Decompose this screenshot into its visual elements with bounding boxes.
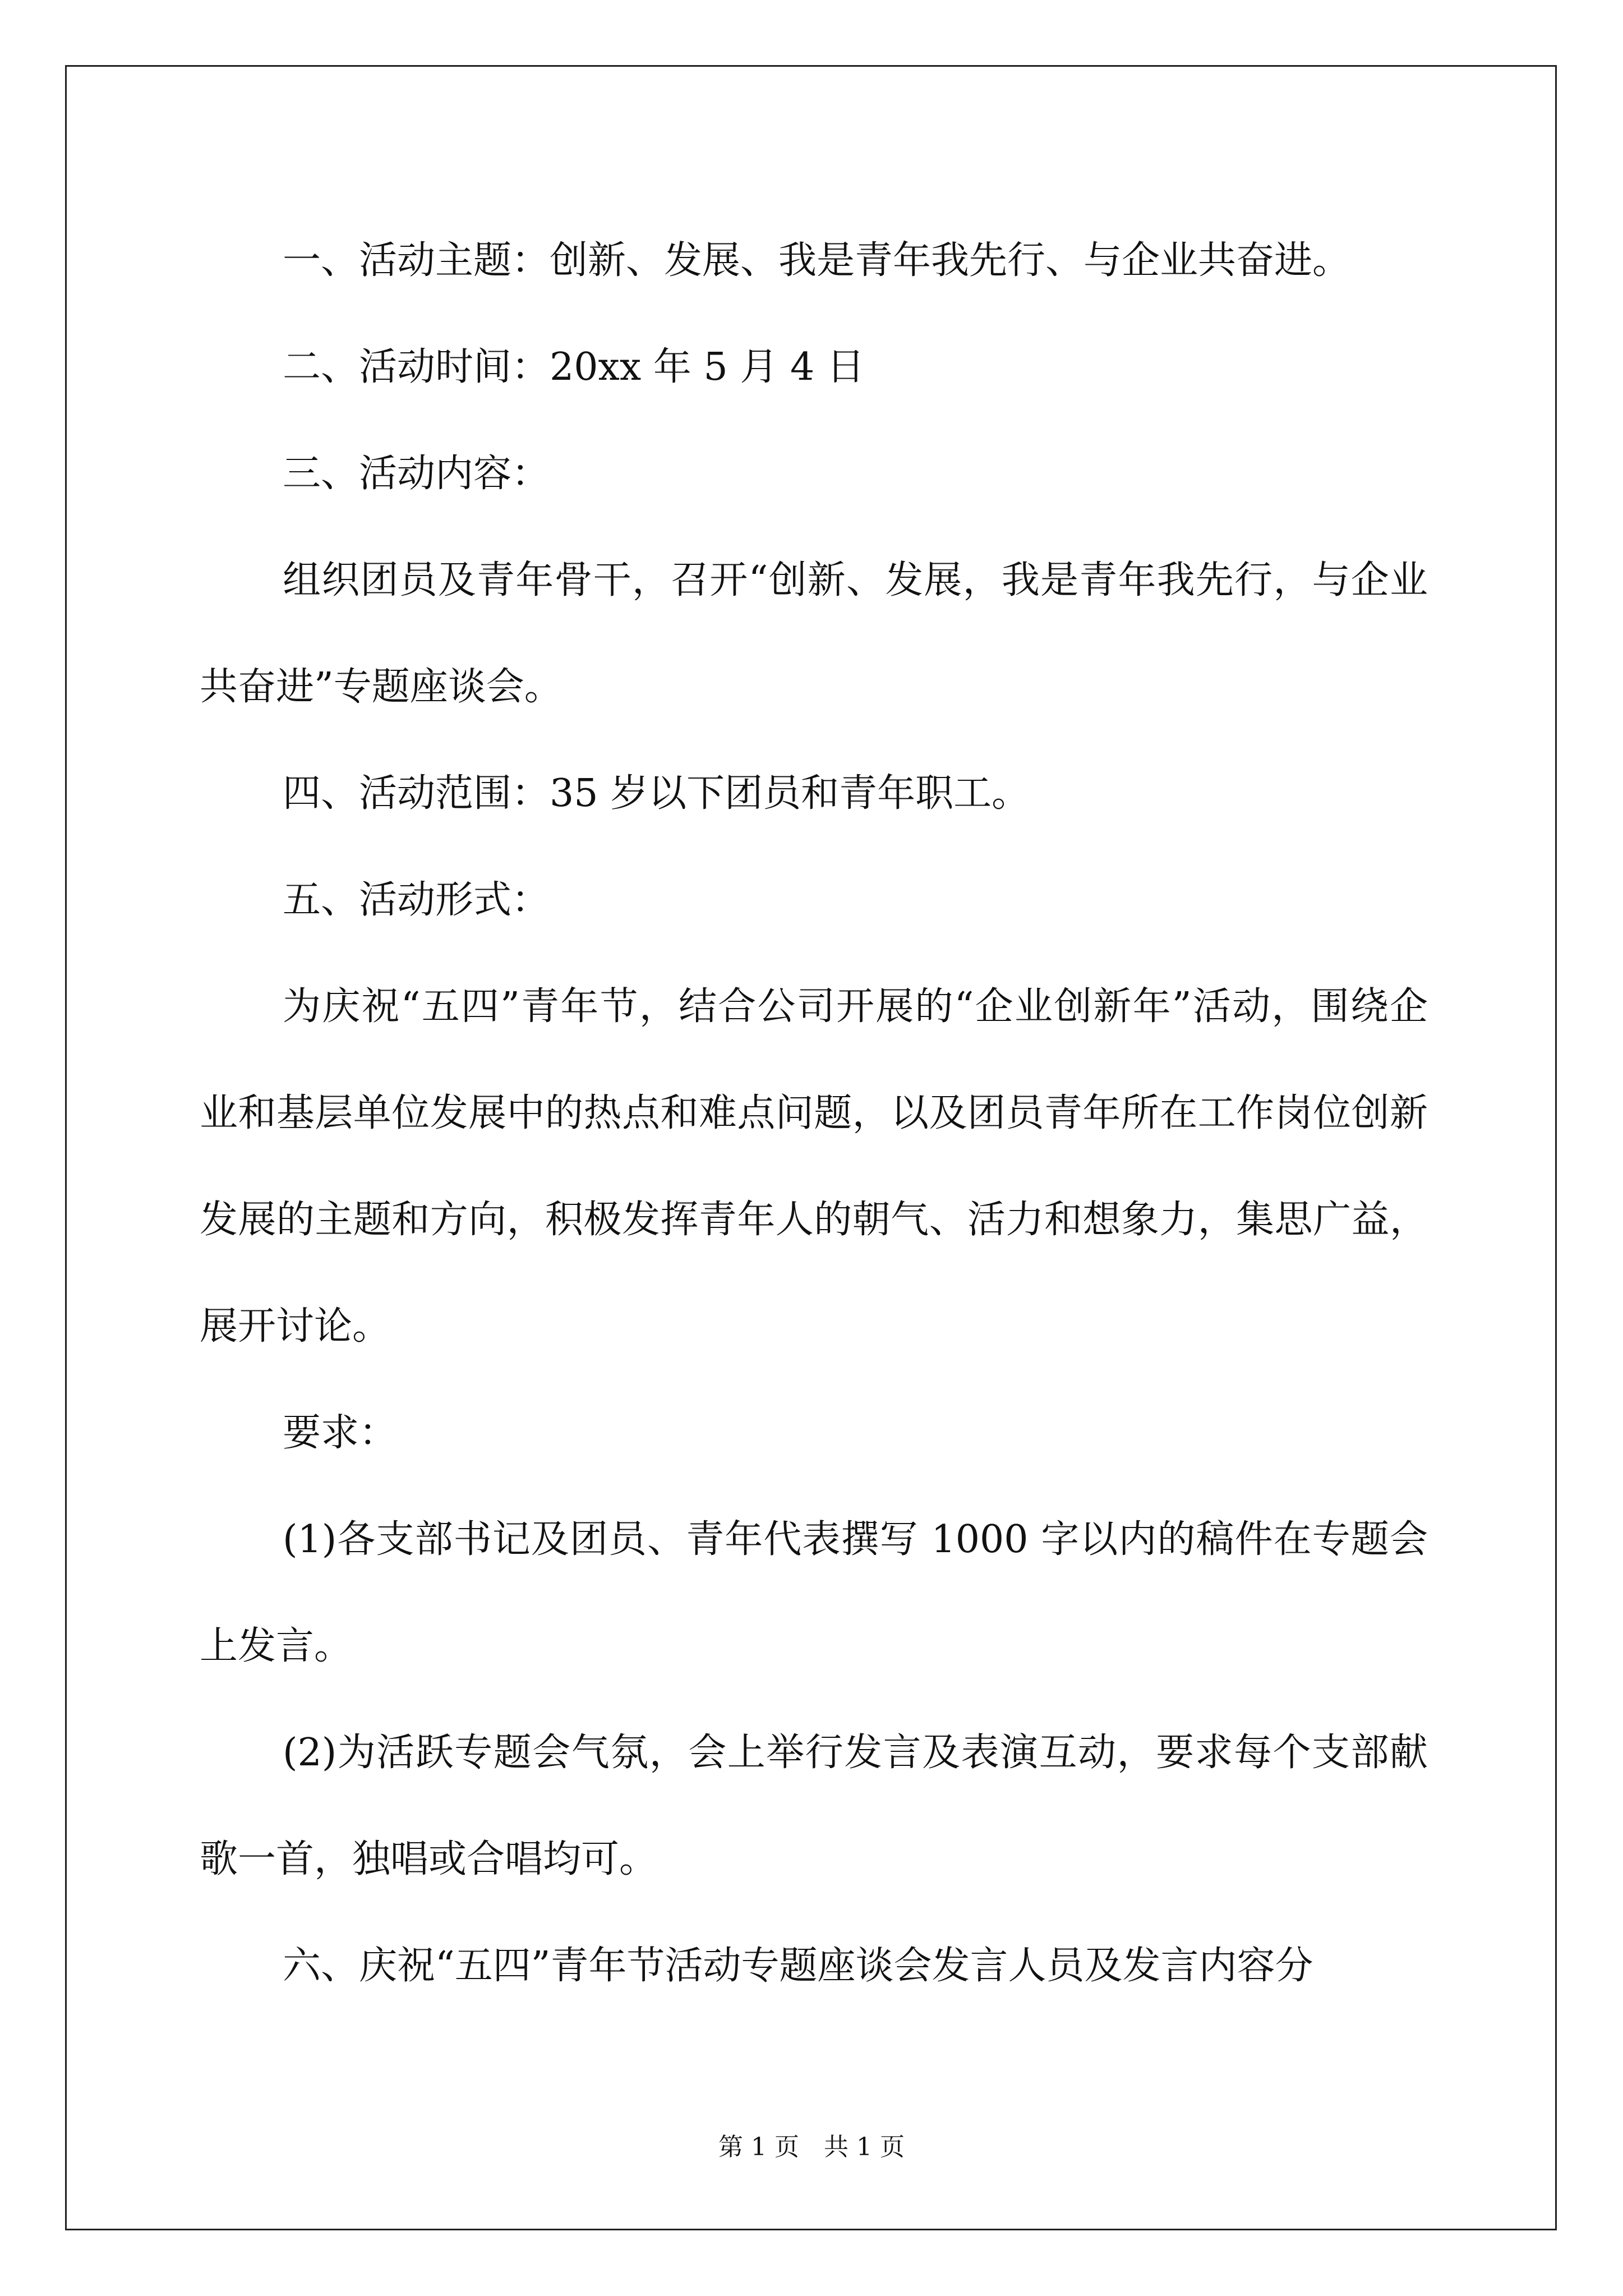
paragraph-form-heading: 五、活动形式：	[283, 878, 550, 922]
paragraph-requirements-heading: 要求：	[283, 1411, 398, 1455]
paragraph-content: 组织团员及青年骨干，召开“创新、发展，我是青年我先行，与企业共奋进”专题座谈会。	[200, 558, 1428, 709]
paragraph-theme: 一、活动主题：创新、发展、我是青年我先行、与企业共奋进。	[283, 238, 1351, 283]
paragraph-time: 二、活动时间：20xx 年 5 月 4 日	[283, 345, 865, 389]
paragraph-requirement-2: (2)为活跃专题会气氛，会上举行发言及表演互动，要求每个支部献歌一首，独唱或合唱均可。	[200, 1731, 1428, 1881]
paragraph-requirement-1: (1)各支部书记及团员、青年代表撰写 1000 字以内的稿件在专题会上发言。	[200, 1517, 1428, 1668]
paragraph-scope: 四、活动范围：35 岁以下团员和青年职工。	[283, 771, 1030, 816]
paragraph-speakers: 六、庆祝“五四”青年节活动专题座谈会发言人员及发言内容分	[283, 1944, 1313, 1988]
document-body	[200, 208, 1428, 2019]
paragraph-form: 为庆祝“五四”青年节，结合公司开展的“企业创新年”活动，围绕企业和基层单位发展中的热点和难点问题，以及团员青年所在工作岗位创新发展的主题和方向，积极发挥青年人的朝气、活力和想象力，集思广益，展开讨论。	[200, 984, 1428, 1349]
paragraph-content-heading: 三、活动内容：	[283, 452, 550, 496]
page-footer: 第 1 页 共 1 页	[718, 2133, 905, 2161]
